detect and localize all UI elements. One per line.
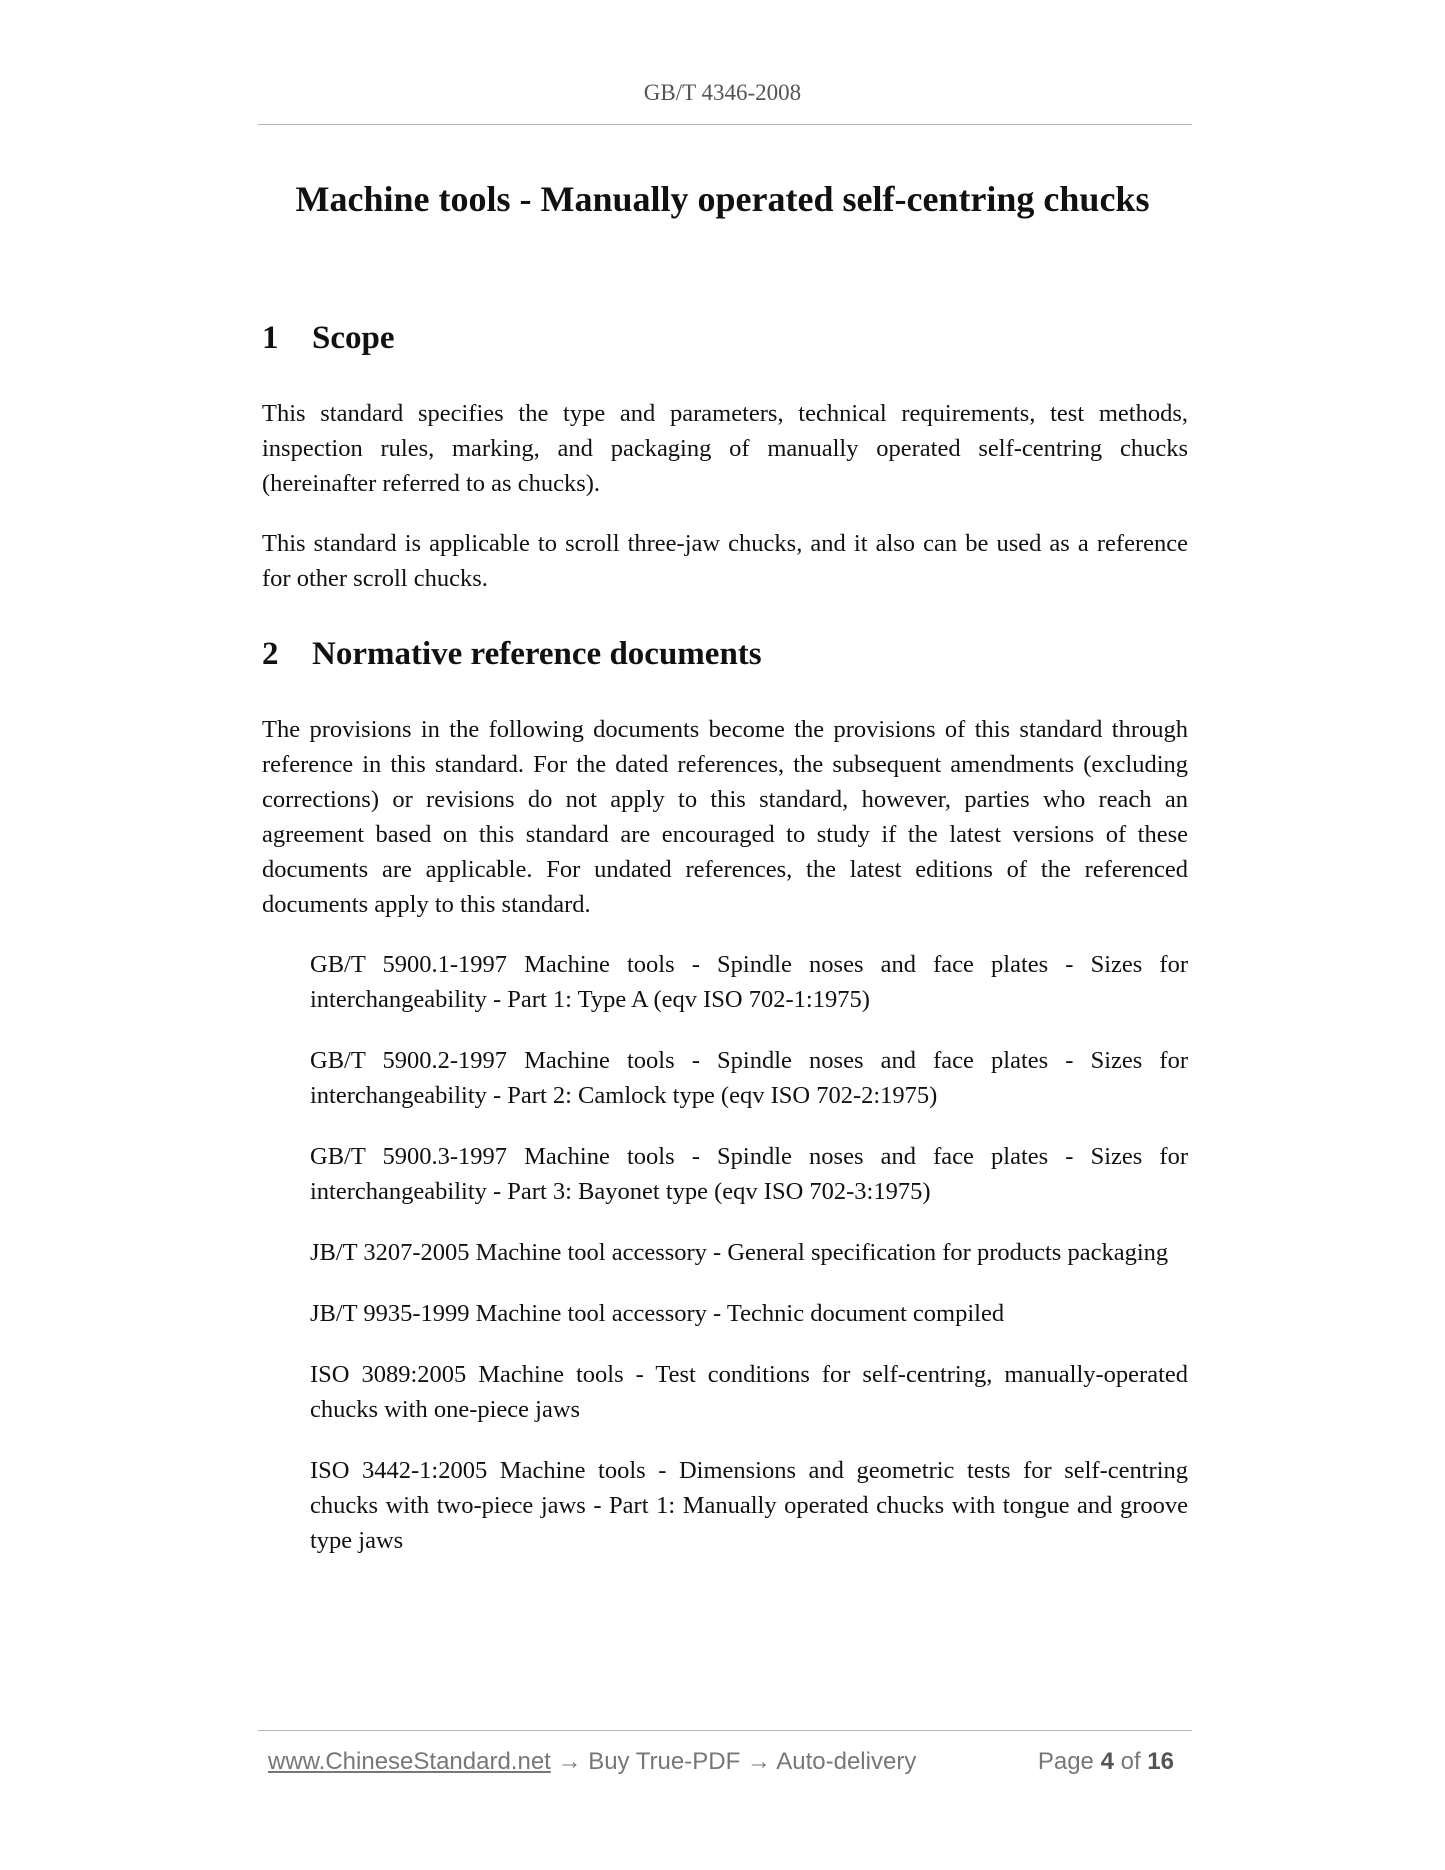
- document-body: [262, 312, 1188, 1584]
- reference-item: GB/T 5900.2-1997 Machine tools - Spindle noses and face plates - Sizes for interchangeability - Part 2: Camlock type (eqv ISO 702-2:1975): [310, 1047, 1188, 1109]
- document-title: Machine tools - Manually operated self-centring chucks: [295, 179, 1150, 219]
- footer-divider: [258, 1730, 1192, 1731]
- scope-paragraph: This standard specifies the type and parameters, technical requirements, test methods, inspection rules, marking, and packaging of manually operated self-centring chucks (hereinafter referred to as chucks).: [262, 400, 1188, 497]
- page-indicator: [1038, 1748, 1174, 1776]
- reference-item: JB/T 9935-1999 Machine tool accessory - Technic document compiled: [310, 1300, 1005, 1327]
- reference-item: GB/T 5900.3-1997 Machine tools - Spindle noses and face plates - Sizes for interchangeability - Part 3: Bayonet type (eqv ISO 702-3:1975): [310, 1143, 1188, 1205]
- reference-item: GB/T 5900.1-1997 Machine tools - Spindle noses and face plates - Sizes for interchangeability - Part 1: Type A (eqv ISO 702-1:1975): [310, 951, 1188, 1013]
- section-title: Normative reference documents: [312, 636, 762, 672]
- header-standard-code: GB/T 4346-2008: [643, 80, 802, 105]
- total-page-count: 16: [1147, 1748, 1174, 1775]
- of-label: of: [1120, 1748, 1141, 1775]
- reference-item: ISO 3442-1:2005 Machine tools - Dimensions and geometric tests for self-centring chucks with two-piece jaws - Part 1: Manually operated chucks with tongue and groove type jaws: [310, 1457, 1188, 1554]
- section-number: 1: [262, 320, 279, 356]
- section-heading-normative-references: [262, 628, 1188, 680]
- reference-item: ISO 3089:2005 Machine tools - Test conditions for self-centring, manually-operated chucks with one-piece jaws: [310, 1361, 1188, 1423]
- scope-paragraph: This standard is applicable to scroll three-jaw chucks, and it also can be used as a reference for other scroll chucks.: [262, 530, 1188, 592]
- reference-item: JB/T 3207-2005 Machine tool accessory - General specification for products packaging: [310, 1239, 1169, 1266]
- arrow-right-icon: →: [557, 1748, 582, 1775]
- current-page-number: 4: [1100, 1748, 1114, 1775]
- page-footer: [268, 1748, 1182, 1776]
- header-divider: [258, 124, 1192, 125]
- normative-references-paragraph: The provisions in the following documents become the provisions of this standard through reference in this standard. For the dated references, the subsequent amendments (excluding corrections) or revisions do not apply to this standard, however, parties who reach an agreement based on this standard are encouraged to study if the latest versions of these documents are applicable. For undated references, the latest editions of the referenced documents apply to this standard.: [262, 716, 1188, 918]
- buy-true-pdf-text: Buy True-PDF: [588, 1748, 741, 1775]
- section-heading-scope: [262, 312, 1188, 364]
- reference-list: [262, 947, 1188, 1558]
- auto-delivery-text: Auto-delivery: [776, 1748, 917, 1775]
- section-title: Scope: [312, 320, 395, 356]
- arrow-right-icon: →: [746, 1748, 771, 1775]
- page-label: Page: [1037, 1748, 1094, 1775]
- website-link[interactable]: www.ChineseStandard.net: [268, 1748, 551, 1775]
- section-number: 2: [262, 636, 279, 672]
